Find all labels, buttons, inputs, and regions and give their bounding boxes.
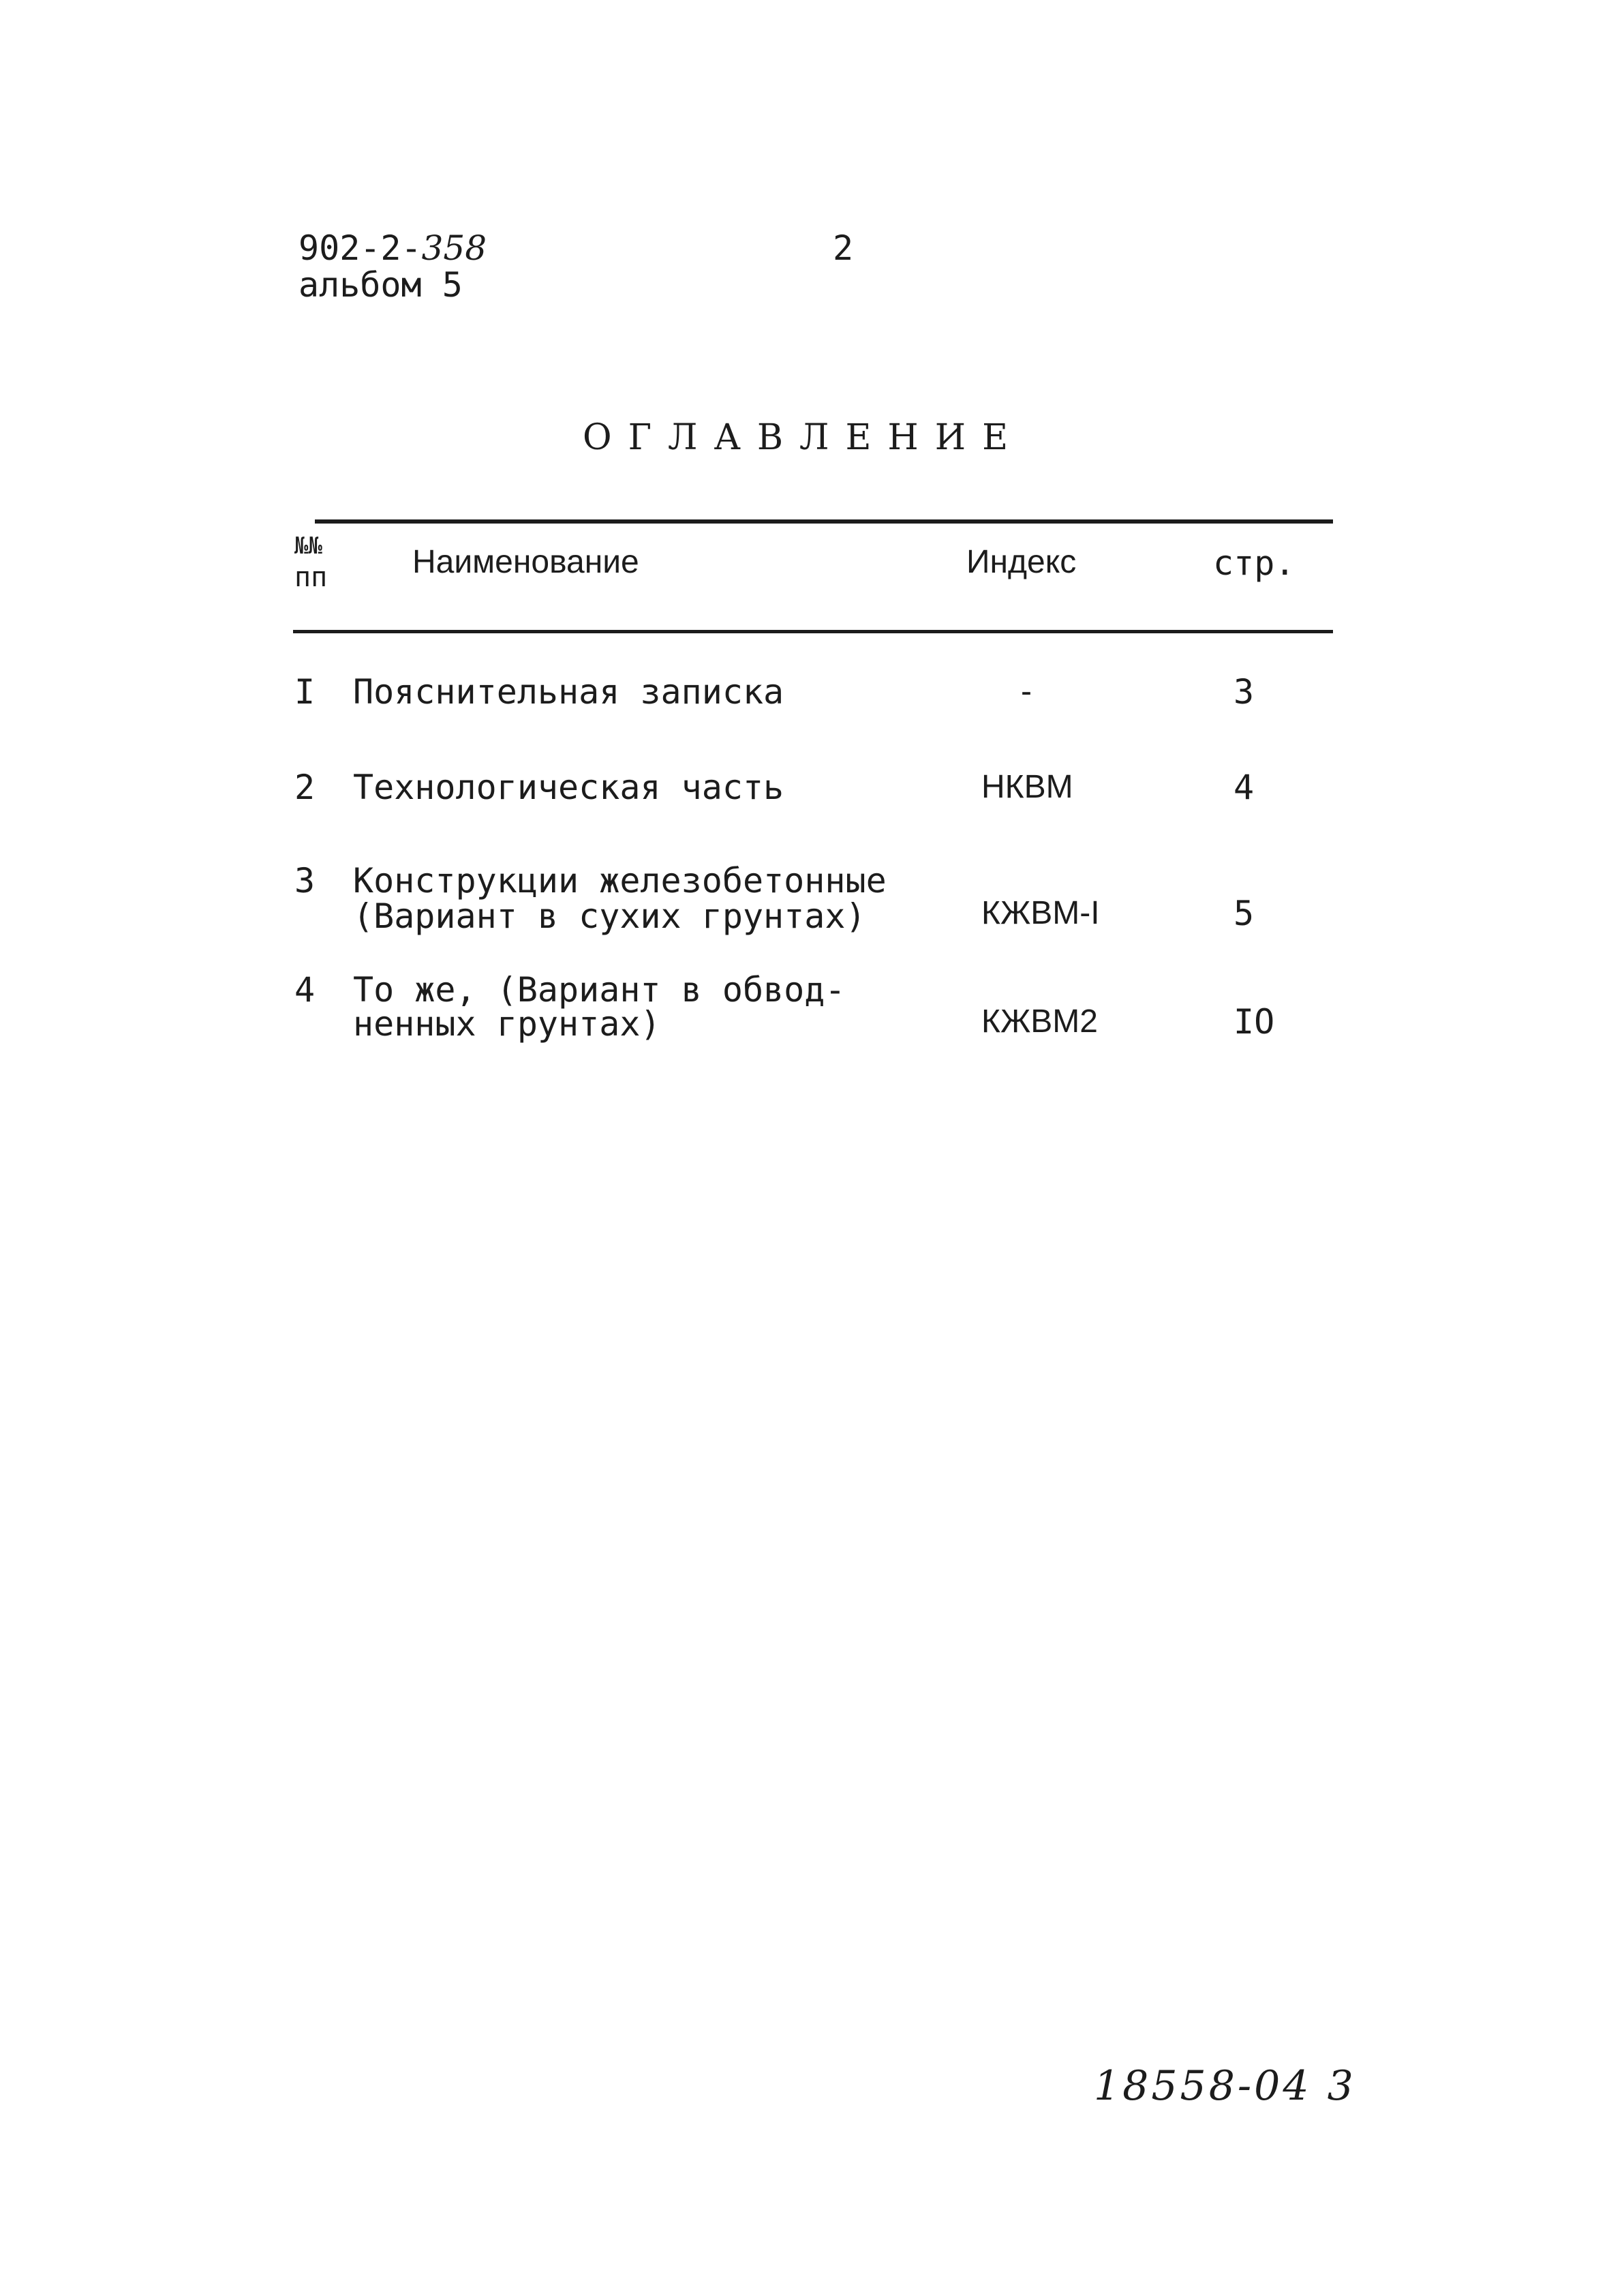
column-header-number-line2: пп <box>294 562 328 593</box>
column-header-number-line1: №№ <box>294 532 322 560</box>
row-number: I <box>294 672 316 712</box>
column-header-index: Индекс <box>966 544 1077 580</box>
column-header-name: Наименование <box>412 544 639 580</box>
toc-title: ОГЛАВЛЕНИЕ <box>583 417 1025 458</box>
row-name-line2: (Вариант в сухих грунтах) <box>353 896 866 936</box>
row-index: КЖВМ2 <box>981 1003 1098 1040</box>
document-code <box>298 230 487 266</box>
row-number: 2 <box>294 768 316 807</box>
column-header-page: стр. <box>1213 543 1296 583</box>
page-number: 2 <box>833 228 854 268</box>
row-page: 3 <box>1234 672 1255 712</box>
row-name: Технологическая часть <box>353 768 784 807</box>
row-page: 4 <box>1234 768 1255 807</box>
row-name-line2: ненных грунтах) <box>353 1004 661 1044</box>
row-name-line1: Конструкции железобетонные <box>353 861 887 901</box>
archive-number: 18558-04 3 <box>1094 2062 1356 2110</box>
row-page: 5 <box>1234 894 1255 933</box>
row-name: Пояснительная записка <box>353 672 784 712</box>
document-code-prefix: 902-2- <box>298 228 422 268</box>
document-code-number: 358 <box>421 228 487 268</box>
column-header-number <box>294 530 327 593</box>
row-number: 4 <box>294 970 316 1010</box>
album-label: альбом 5 <box>298 265 463 305</box>
row-name-line1: То же, (Вариант в обвод- <box>353 970 846 1010</box>
row-page: IO <box>1234 1002 1275 1042</box>
row-index: КЖВМ-I <box>981 895 1100 931</box>
table-header-rule <box>293 630 1333 633</box>
table-top-rule <box>315 519 1333 524</box>
row-index: НКВМ <box>981 769 1073 805</box>
row-number: 3 <box>294 861 316 901</box>
row-index: - <box>1021 674 1032 710</box>
